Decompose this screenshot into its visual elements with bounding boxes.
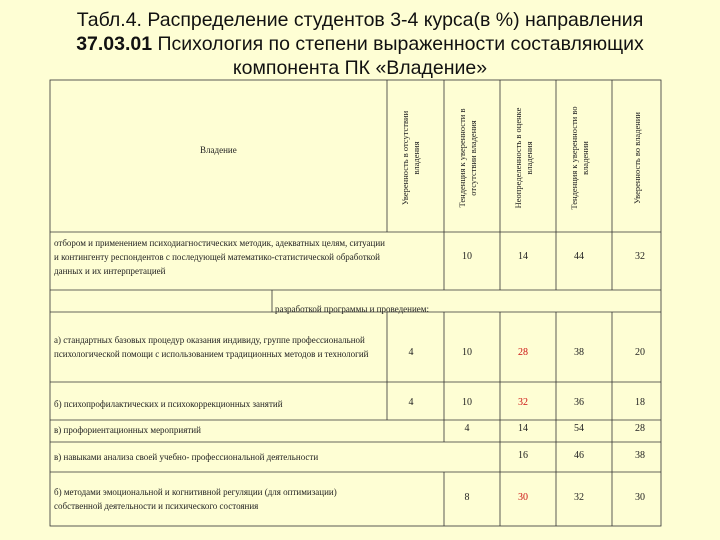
- row-6-label: б) методами эмоциональной и когнитивной регуляции (для оптимизации) собственной деятельности и психического состояния: [54, 487, 337, 511]
- title-code: 37.03.01: [76, 33, 153, 55]
- row-4-label: в) профориентационных мероприятий: [54, 425, 201, 435]
- row-3-col-5: 18: [635, 397, 645, 408]
- row-2-col-4: 38: [574, 347, 584, 358]
- row-5-label: в) навыками анализа своей учебно- профессиональной деятельности: [54, 452, 319, 462]
- row-6-col-2: 8: [464, 492, 470, 503]
- row-3-label: б) психопрофилактических и психокоррекционных занятий: [54, 399, 283, 409]
- row-3-col-3: 32: [518, 397, 528, 408]
- row-6-col-5: 30: [635, 492, 645, 503]
- column-header-5: Уверенность во владении: [632, 112, 642, 204]
- row-6-col-4: 32: [574, 492, 584, 503]
- row-4-col-2: 4: [464, 423, 470, 434]
- row-1-label: отбором и применением психодиагностических методик, адекватных целям, ситуации и контингенту респондентов с последующей математико-статистической обработкой данных и их интерпретацией: [54, 238, 385, 276]
- row-1-col-4: 44: [574, 251, 584, 262]
- row-3-col-2: 10: [462, 397, 472, 408]
- row-1-col-2: 10: [462, 251, 472, 262]
- row-1-col-5: 32: [635, 251, 645, 262]
- column-header-3: Неопределенность в оценке владения: [513, 107, 534, 209]
- row-4-col-3: 14: [518, 423, 528, 434]
- row-2-label: а) стандартных базовых процедур оказания индивиду, группе профессиональной психологической помощи с использованием традиционных методов и технологий: [54, 335, 369, 359]
- row-4-col-5: 28: [635, 423, 645, 434]
- column-header-2: Тенденция к уверенности в отсутствии владения: [457, 108, 478, 208]
- section-header: разработкой программы и проведением:: [275, 304, 429, 314]
- corner-label: Владение: [200, 145, 237, 155]
- row-6-col-3: 30: [518, 492, 528, 503]
- row-1-col-3: 14: [518, 251, 528, 262]
- title-line-1: Табл.4. Распределение студентов 3-4 курса(в %) направления: [76, 9, 644, 31]
- row-2-col-2: 10: [462, 347, 472, 358]
- row-5-col-3: 16: [518, 450, 528, 461]
- row-3-col-1: 4: [408, 397, 414, 408]
- row-4-col-4: 54: [574, 423, 584, 434]
- column-header-4: Тенденция к уверенности во владении: [569, 106, 590, 210]
- column-header-1: Уверенность в отсутствии владения: [400, 110, 421, 206]
- row-5-col-5: 38: [635, 450, 645, 461]
- row-2-col-3: 28: [518, 347, 528, 358]
- row-3-col-4: 36: [574, 397, 584, 408]
- row-5-col-4: 46: [574, 450, 584, 461]
- row-2-col-1: 4: [408, 347, 414, 358]
- title-line-3: компонента ПК «Владение»: [232, 57, 488, 79]
- row-2-col-5: 20: [635, 347, 645, 358]
- title-line-2-rest: Психология по степени выраженности составляющих: [152, 33, 644, 55]
